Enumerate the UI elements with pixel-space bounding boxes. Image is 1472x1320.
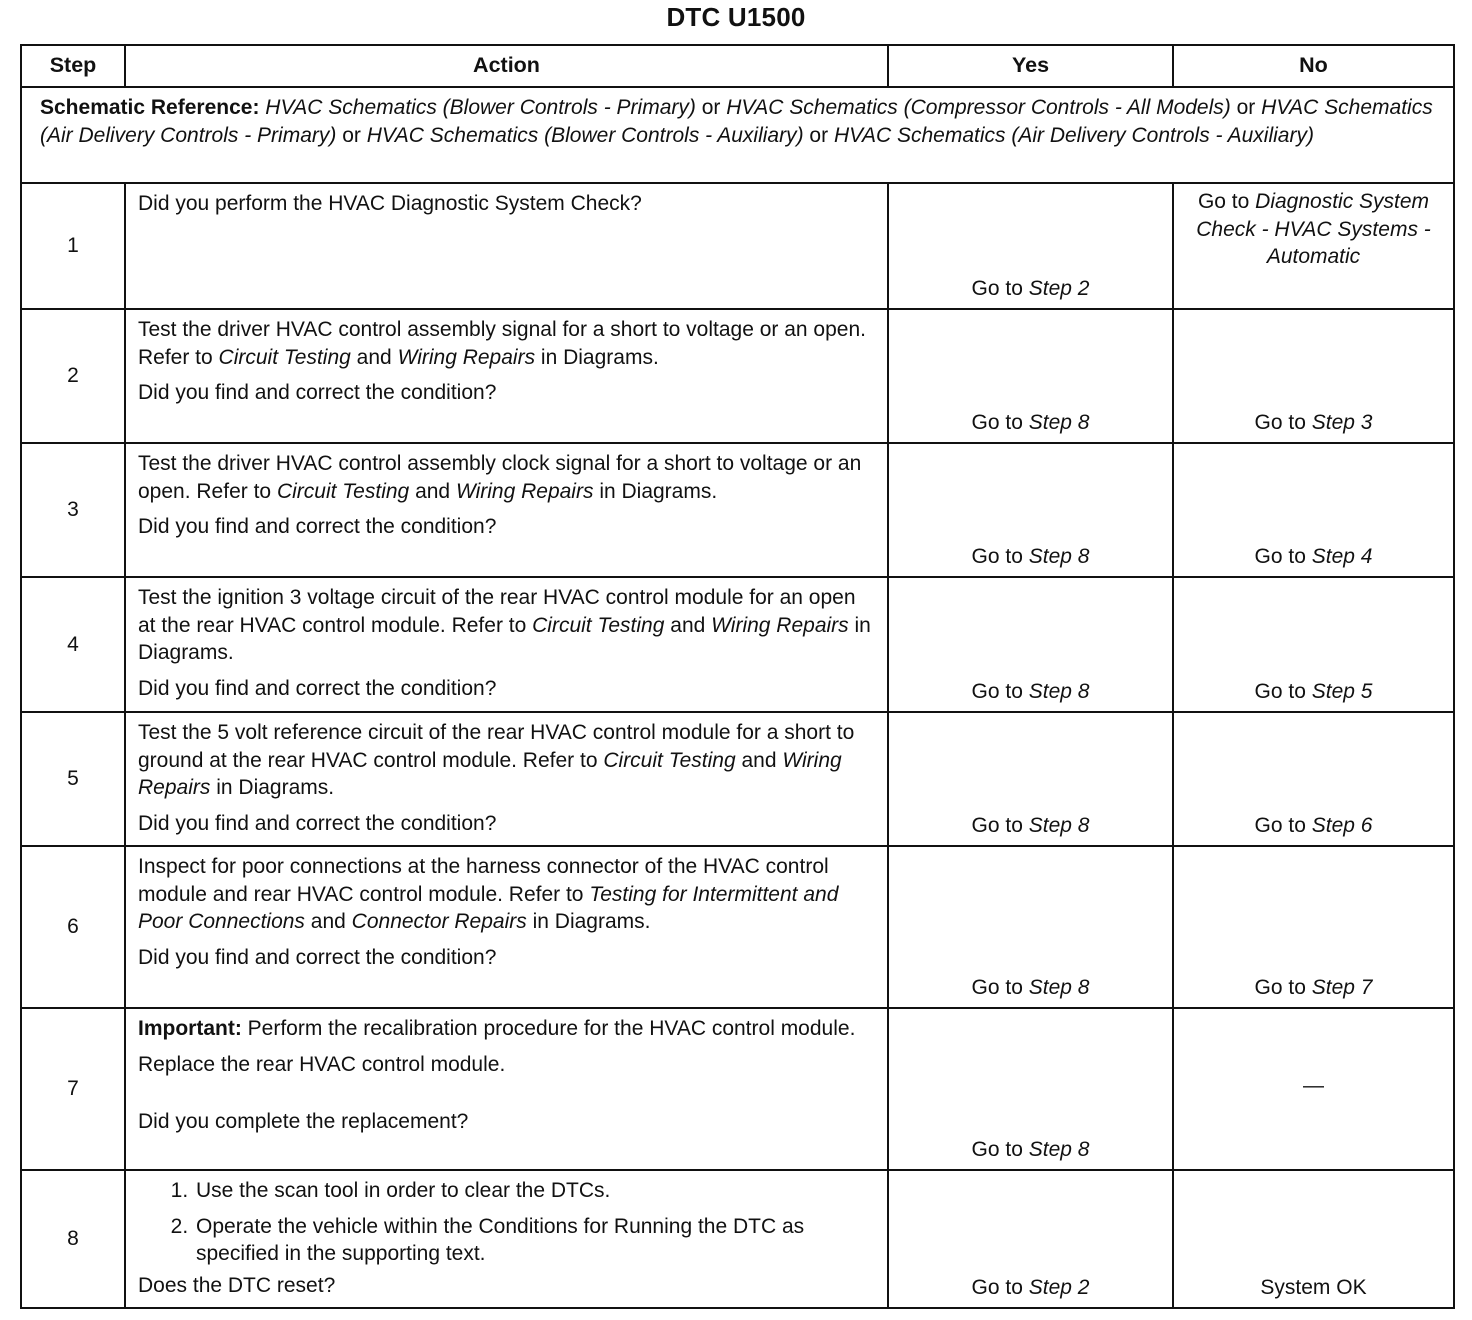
header-no: No bbox=[1173, 45, 1454, 87]
substep-list bbox=[138, 1177, 877, 1268]
schematic-link[interactable]: HVAC Schematics (Blower Controls - Primary) bbox=[265, 96, 696, 119]
table-row bbox=[21, 443, 1454, 577]
in-diagrams: in Diagrams. bbox=[540, 345, 659, 369]
action-cell bbox=[125, 1170, 888, 1308]
action-cell bbox=[125, 577, 888, 712]
diagnostic-check-link[interactable]: Diagnostic System Check - HVAC Systems - Automatic bbox=[1196, 190, 1431, 268]
action-question: Did you complete the replacement? bbox=[138, 1110, 469, 1133]
no-value-dash: — bbox=[1303, 1074, 1324, 1098]
go-to-label: Go to bbox=[1254, 975, 1306, 999]
go-to-label: Go to bbox=[971, 276, 1023, 300]
step-link[interactable]: Step 8 bbox=[1028, 544, 1090, 568]
separator: or bbox=[809, 124, 829, 147]
intermittent-connections-link[interactable]: Testing for Intermittent and Poor Connections bbox=[138, 882, 839, 933]
step-link[interactable]: Step 8 bbox=[1028, 679, 1090, 703]
schematic-reference-label: Schematic Reference: bbox=[40, 96, 260, 119]
action-instruction: Replace the rear HVAC control module. bbox=[138, 1052, 506, 1076]
go-to-label: Go to bbox=[1197, 190, 1250, 213]
conjunction: and bbox=[741, 748, 777, 772]
step-number: 3 bbox=[21, 443, 125, 577]
action-cell bbox=[125, 846, 888, 1008]
in-diagrams: in Diagrams. bbox=[599, 479, 718, 503]
step-link[interactable]: Step 7 bbox=[1311, 975, 1373, 999]
no-cell bbox=[1173, 846, 1454, 1008]
no-cell bbox=[1173, 1170, 1454, 1308]
conjunction: and bbox=[310, 910, 346, 933]
step-link[interactable]: Step 8 bbox=[1028, 813, 1090, 837]
circuit-testing-link[interactable]: Circuit Testing bbox=[532, 613, 665, 637]
go-to-label: Go to bbox=[1254, 813, 1306, 837]
step-link[interactable]: Step 2 bbox=[1028, 276, 1090, 300]
header-step: Step bbox=[21, 45, 125, 87]
table-header-row bbox=[21, 45, 1454, 87]
header-yes: Yes bbox=[888, 45, 1173, 87]
action-question: Did you perform the HVAC Diagnostic System Check? bbox=[138, 192, 642, 215]
action-question: Did you find and correct the condition? bbox=[138, 945, 497, 969]
conjunction: and bbox=[670, 613, 706, 637]
wiring-repairs-link[interactable]: Wiring Repairs bbox=[455, 479, 594, 503]
go-to-label: Go to bbox=[971, 975, 1023, 999]
schematic-reference-row bbox=[21, 87, 1454, 183]
no-cell bbox=[1173, 1008, 1454, 1170]
step-link[interactable]: Step 8 bbox=[1028, 1137, 1090, 1161]
table-row bbox=[21, 1008, 1454, 1170]
yes-cell bbox=[888, 1170, 1173, 1308]
connector-repairs-link[interactable]: Connector Repairs bbox=[351, 910, 527, 933]
step-link[interactable]: Step 4 bbox=[1311, 544, 1373, 568]
system-ok-text: System OK bbox=[1260, 1275, 1367, 1299]
step-number: 6 bbox=[21, 846, 125, 1008]
go-to-label: Go to bbox=[971, 1137, 1023, 1161]
action-question: Did you find and correct the condition? bbox=[138, 381, 497, 404]
separator: or bbox=[701, 96, 721, 119]
action-cell bbox=[125, 1008, 888, 1170]
step-number: 1 bbox=[21, 183, 125, 309]
step-number: 4 bbox=[21, 577, 125, 712]
action-instruction: Test the ignition 3 voltage circuit of the rear HVAC control module for an open at the rear HVAC control module. Refer to bbox=[138, 586, 856, 637]
step-link[interactable]: Step 5 bbox=[1311, 679, 1373, 703]
separator: or bbox=[342, 124, 361, 147]
conjunction: and bbox=[356, 345, 392, 369]
action-text bbox=[138, 316, 877, 371]
important-label: Important: bbox=[138, 1017, 242, 1040]
header-action: Action bbox=[125, 45, 888, 87]
circuit-testing-link[interactable]: Circuit Testing bbox=[603, 748, 736, 772]
schematic-reference-cell bbox=[21, 87, 1454, 183]
step-link[interactable]: Step 2 bbox=[1028, 1275, 1090, 1299]
yes-cell bbox=[888, 846, 1173, 1008]
action-instruction: Test the 5 volt reference circuit of the rear HVAC control module for a short to ground at the rear HVAC control module. Refer to bbox=[138, 721, 855, 772]
no-cell bbox=[1173, 183, 1454, 309]
step-link[interactable]: Step 8 bbox=[1028, 975, 1090, 999]
action-instruction: Test the driver HVAC control assembly clock signal for a short to voltage or an open. Refer to bbox=[138, 452, 862, 503]
document-title: DTC U1500 bbox=[666, 2, 806, 32]
schematic-link[interactable]: HVAC Schematics (Compressor Controls - All Models) bbox=[726, 96, 1231, 119]
action-instruction: Test the driver HVAC control assembly signal for a short to voltage or an open. Refer to bbox=[138, 318, 866, 369]
in-diagrams: in Diagrams. bbox=[532, 910, 651, 933]
action-question: Does the DTC reset? bbox=[138, 1273, 336, 1297]
step-link[interactable]: Step 6 bbox=[1311, 813, 1373, 837]
important-text: Perform the recalibration procedure for the HVAC control module. bbox=[247, 1017, 856, 1040]
action-question: Did you find and correct the condition? bbox=[138, 811, 497, 835]
wiring-repairs-link[interactable]: Wiring Repairs bbox=[397, 345, 536, 369]
step-number: 5 bbox=[21, 712, 125, 846]
important-note bbox=[138, 1015, 877, 1043]
substep-item: 2. Operate the vehicle within the Conditions for Running the DTC as specified in the supporting text. bbox=[194, 1213, 877, 1268]
go-to-label: Go to bbox=[1254, 544, 1306, 568]
go-to-label: Go to bbox=[1254, 679, 1306, 703]
step-number: 8 bbox=[21, 1170, 125, 1308]
yes-cell bbox=[888, 712, 1173, 846]
table-row bbox=[21, 712, 1454, 846]
step-link[interactable]: Step 3 bbox=[1311, 410, 1373, 434]
no-cell bbox=[1173, 443, 1454, 577]
yes-cell bbox=[888, 577, 1173, 712]
action-cell bbox=[125, 183, 888, 309]
no-cell bbox=[1173, 577, 1454, 712]
schematic-link[interactable]: HVAC Schematics (Air Delivery Controls - Auxiliary) bbox=[833, 124, 1314, 147]
table-row bbox=[21, 846, 1454, 1008]
in-diagrams: in Diagrams. bbox=[138, 613, 871, 664]
action-text bbox=[138, 853, 877, 936]
table-row bbox=[21, 577, 1454, 712]
action-instruction: Inspect for poor connections at the harness connector of the HVAC control module and rear HVAC control module. Refer to bbox=[138, 855, 829, 906]
step-link[interactable]: Step 8 bbox=[1028, 410, 1090, 434]
step-number: 2 bbox=[21, 309, 125, 443]
action-question: Did you find and correct the condition? bbox=[138, 515, 497, 538]
go-to-label: Go to bbox=[971, 679, 1023, 703]
go-to-label: Go to bbox=[971, 813, 1023, 837]
circuit-testing-link[interactable]: Circuit Testing bbox=[276, 479, 410, 503]
schematic-link[interactable]: HVAC Schematics (Air Delivery Controls - Primary) bbox=[40, 96, 1433, 147]
separator: or bbox=[1236, 96, 1256, 119]
go-to-label: Go to bbox=[1254, 410, 1306, 434]
conjunction: and bbox=[415, 479, 451, 503]
in-diagrams: in Diagrams. bbox=[216, 776, 335, 799]
yes-cell bbox=[888, 443, 1173, 577]
yes-cell bbox=[888, 1008, 1173, 1170]
action-text bbox=[138, 450, 877, 505]
wiring-repairs-link[interactable]: Wiring Repairs bbox=[711, 613, 849, 637]
table-row bbox=[21, 1170, 1454, 1308]
table-row bbox=[21, 309, 1454, 443]
action-cell bbox=[125, 309, 888, 443]
schematic-link[interactable]: HVAC Schematics (Blower Controls - Auxiliary) bbox=[366, 124, 804, 147]
no-cell bbox=[1173, 309, 1454, 443]
yes-cell bbox=[888, 183, 1173, 309]
go-to-label: Go to bbox=[971, 1275, 1023, 1299]
no-cell bbox=[1173, 712, 1454, 846]
action-text bbox=[138, 719, 877, 802]
action-cell bbox=[125, 443, 888, 577]
action-text bbox=[138, 584, 877, 667]
go-to-label: Go to bbox=[971, 410, 1023, 434]
substep-item: 1. Use the scan tool in order to clear the DTCs. bbox=[194, 1177, 877, 1205]
circuit-testing-link[interactable]: Circuit Testing bbox=[218, 345, 351, 369]
step-number: 7 bbox=[21, 1008, 125, 1170]
action-cell bbox=[125, 712, 888, 846]
table-row bbox=[21, 183, 1454, 309]
go-to-label: Go to bbox=[971, 544, 1023, 568]
dtc-diagnostic-table bbox=[20, 44, 1455, 1309]
yes-cell bbox=[888, 309, 1173, 443]
action-question: Did you find and correct the condition? bbox=[138, 676, 497, 700]
wiring-repairs-link[interactable]: Wiring Repairs bbox=[138, 748, 842, 799]
